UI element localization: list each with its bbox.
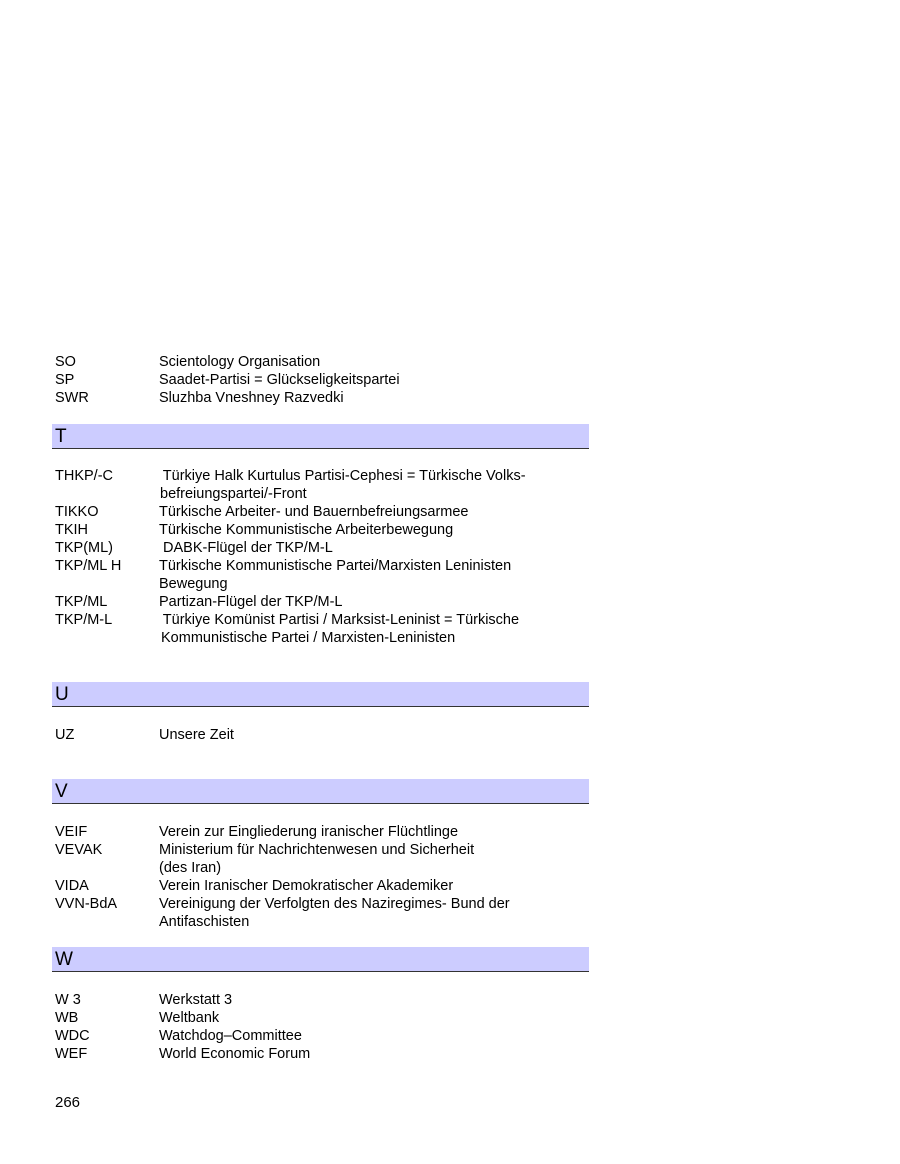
- list-item: [55, 467, 589, 485]
- abbreviation: SO: [55, 354, 76, 370]
- list-item: [55, 991, 589, 1009]
- abbreviation: SWR: [55, 390, 89, 406]
- abbreviation: VVN-BdA: [55, 896, 118, 912]
- section-letter: V: [55, 781, 68, 802]
- definition: Türkische Arbeiter- und Bauernbefreiungsarmee: [159, 504, 469, 520]
- list-item-continuation: [55, 629, 589, 647]
- list-item: [55, 823, 589, 841]
- section-letter: U: [55, 684, 69, 705]
- definition: Vereinigung der Verfolgten des Naziregimes- Bund der: [159, 896, 510, 912]
- definition: Verein zur Eingliederung iranischer Flüchtlinge: [159, 824, 459, 840]
- list-item: [55, 1045, 589, 1063]
- abbreviation: W 3: [55, 992, 81, 1008]
- section-letter: W: [55, 949, 73, 970]
- list-item: [55, 877, 589, 895]
- definition: World Economic Forum: [159, 1046, 311, 1062]
- section-letter: T: [55, 426, 67, 447]
- list-item: [55, 1027, 589, 1045]
- section-header-v: [52, 779, 589, 804]
- section-header-t: [52, 424, 589, 449]
- abbreviation: TKP/ML H: [55, 558, 122, 574]
- abbreviation: TIKKO: [55, 504, 99, 520]
- list-item: [55, 389, 589, 407]
- definition: Türkiye Komünist Partisi / Marksist-Leninist = Türkische: [159, 612, 520, 628]
- definition: Türkiye Halk Kurtulus Partisi-Cephesi = Türkische Volks-: [159, 468, 526, 484]
- abbreviation: THKP/-C: [55, 468, 113, 484]
- definition: Watchdog–Committee: [159, 1028, 302, 1044]
- abbreviation: VEIF: [55, 824, 88, 840]
- list-item: [55, 521, 589, 539]
- list-item: [55, 503, 589, 521]
- definition: Scientology Organisation: [159, 354, 321, 370]
- abbreviation: VIDA: [55, 878, 89, 894]
- list-item: [55, 726, 589, 744]
- list-item: [55, 895, 589, 913]
- list-item: [55, 539, 589, 557]
- list-item-continuation: [55, 913, 589, 931]
- list-item-continuation: [55, 859, 589, 877]
- definition: Partizan-Flügel der TKP/M-L: [159, 594, 343, 610]
- definition: Türkische Kommunistische Arbeiterbewegung: [159, 522, 454, 538]
- abbreviation: TKP/M-L: [55, 612, 113, 628]
- definition-continued: befreiungspartei/-Front: [160, 486, 307, 502]
- list-item-continuation: [55, 485, 589, 503]
- definition: DABK-Flügel der TKP/M-L: [159, 540, 333, 556]
- list-item: [55, 841, 589, 859]
- definition: Verein Iranischer Demokratischer Akademiker: [159, 878, 454, 894]
- definition: Weltbank: [159, 1010, 220, 1026]
- definition-continued: Antifaschisten: [159, 914, 250, 930]
- section-header-u: [52, 682, 589, 707]
- list-item: [55, 353, 589, 371]
- abbreviation: TKP/ML: [55, 594, 108, 610]
- abbreviation: TKP(ML): [55, 540, 113, 556]
- abbreviation: WDC: [55, 1028, 90, 1044]
- list-item: [55, 593, 589, 611]
- page-number: 266: [55, 1094, 81, 1111]
- definition: Werkstatt 3: [159, 992, 233, 1008]
- list-item: [55, 611, 589, 629]
- definition: Ministerium für Nachrichtenwesen und Sicherheit: [159, 842, 475, 858]
- list-item: [55, 1009, 589, 1027]
- list-item: [55, 371, 589, 389]
- list-item-continuation: [55, 575, 589, 593]
- abbreviation: SP: [55, 372, 75, 388]
- abbreviation: TKIH: [55, 522, 89, 538]
- definition-continued: Kommunistische Partei / Marxisten-Leninisten: [161, 630, 456, 646]
- definition-continued: (des Iran): [159, 860, 222, 876]
- definition: Unsere Zeit: [159, 727, 234, 743]
- definition: Sluzhba Vneshney Razvedki: [159, 390, 344, 406]
- definition-continued: Bewegung: [159, 576, 228, 592]
- abbreviation: WEF: [55, 1046, 88, 1062]
- abbreviation: WB: [55, 1010, 79, 1026]
- definition: Türkische Kommunistische Partei/Marxisten Leninisten: [159, 558, 512, 574]
- section-header-w: [52, 947, 589, 972]
- definition: Saadet-Partisi = Glückseligkeitspartei: [159, 372, 400, 388]
- abbreviation: VEVAK: [55, 842, 103, 858]
- list-item: [55, 557, 589, 575]
- abbreviation: UZ: [55, 727, 75, 743]
